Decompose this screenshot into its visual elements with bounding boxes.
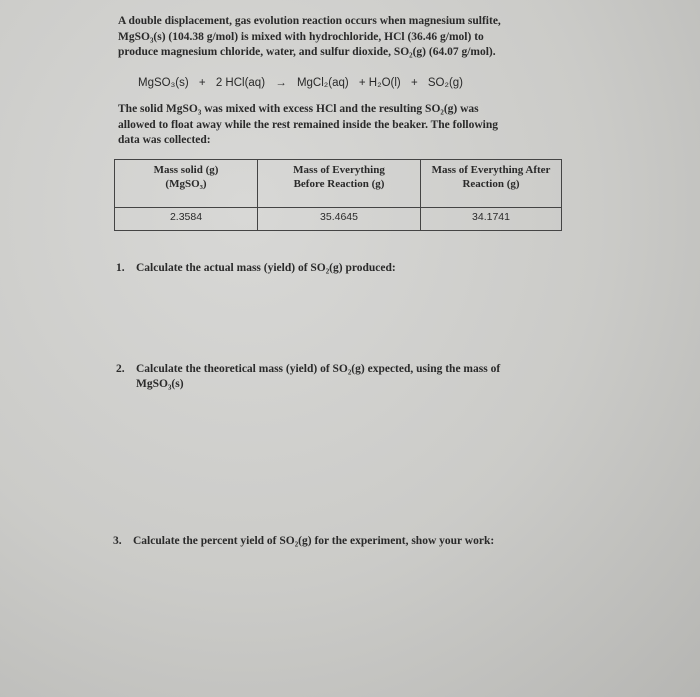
header-text: Mass of Everything — [293, 164, 385, 176]
equation-product: SO₂(g) — [427, 77, 463, 89]
header-text: Before Reaction (g) — [293, 178, 385, 190]
header-text: (MgSO₃) — [165, 178, 207, 190]
question-continuation: MgSO₃(s) — [136, 378, 184, 390]
procedure-paragraph — [118, 102, 558, 149]
question-text: Calculate the actual mass (yield) of SO₂(g) produced: — [136, 262, 396, 274]
table-cell: 2.3584 — [115, 208, 258, 231]
question-number: 3. — [113, 535, 122, 547]
equation-product: MgCl₂(aq) — [296, 77, 349, 89]
header-text: Mass solid (g) — [153, 164, 219, 176]
header-text: Mass of Everything After — [431, 164, 551, 176]
intro-line: produce magnesium chloride, water, and sulfur dioxide, SO₂(g) (64.07 g/mol). — [118, 46, 496, 58]
question-2 — [116, 362, 500, 392]
intro-paragraph — [118, 14, 588, 61]
procedure-line: data was collected: — [118, 134, 211, 146]
header-text: Reaction (g) — [462, 178, 520, 190]
intro-line: A double displacement, gas evolution reaction occurs when magnesium sulfite, — [118, 15, 501, 27]
intro-line: MgSO₃(s) (104.38 g/mol) is mixed with hydrochloride, HCl (36.46 g/mol) to — [118, 30, 484, 43]
chemical-equation — [138, 77, 470, 89]
question-number: 2. — [116, 363, 125, 375]
question-text: Calculate the theoretical mass (yield) of SO₂(g) expected, using the mass of — [136, 363, 501, 375]
data-table — [114, 159, 562, 231]
question-number: 1. — [116, 262, 125, 274]
equation-reactant: 2 HCl(aq) — [215, 77, 266, 89]
question-text: Calculate the percent yield of SO₂(g) for the experiment, show your work: — [133, 535, 495, 547]
table-header-cell — [115, 160, 258, 208]
table-header-cell — [258, 160, 421, 208]
equation-plus: + — [410, 77, 418, 89]
table-cell: 34.1741 — [421, 208, 562, 231]
procedure-line: allowed to float away while the rest remained inside the beaker. The following — [118, 118, 499, 131]
equation-plus: + — [198, 77, 206, 89]
question-1 — [116, 261, 396, 276]
table-header-cell — [421, 160, 562, 208]
reaction-arrow-icon: → — [275, 77, 287, 89]
table-row — [115, 208, 562, 231]
equation-reactant: MgSO₃(s) — [138, 77, 189, 89]
question-3 — [113, 534, 494, 549]
table-header-row — [115, 160, 562, 208]
equation-product: + H₂O(l) — [358, 77, 401, 89]
procedure-line: The solid MgSO₃ was mixed with excess HCl and the resulting SO₂(g) was — [118, 103, 479, 115]
table-cell: 35.4645 — [258, 208, 421, 231]
